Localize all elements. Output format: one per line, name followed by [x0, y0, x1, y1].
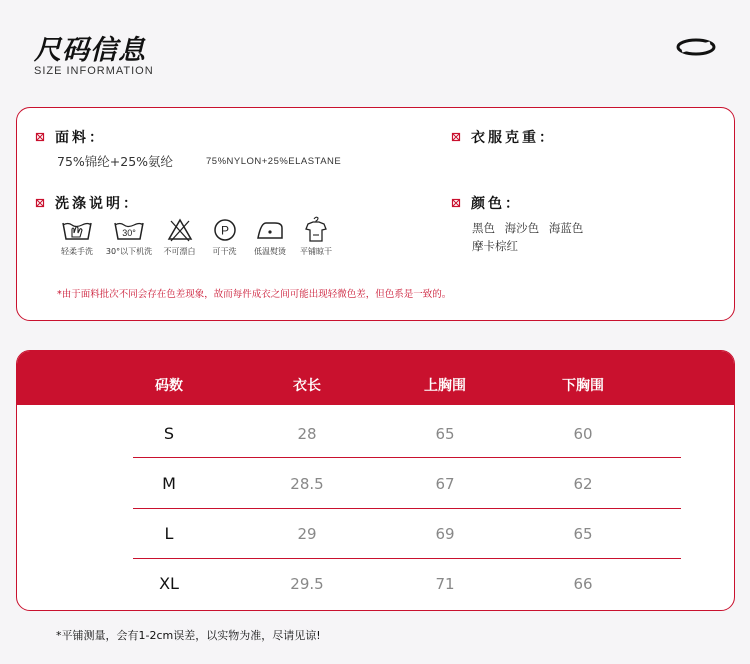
- low-iron-icon: [253, 215, 287, 243]
- care-label: 不可漂白: [163, 247, 196, 256]
- care-section: [35, 193, 140, 213]
- diamond-mark-icon: [451, 198, 461, 208]
- weight-section: [451, 127, 556, 147]
- table-row: [17, 509, 734, 559]
- care-item: [246, 215, 294, 257]
- diamond-mark-icon: [35, 198, 45, 208]
- dry-clean-p-icon: [208, 215, 242, 243]
- color-option: 摩卡棕红: [472, 239, 518, 253]
- wash-temperature-badge: 30°: [122, 228, 136, 238]
- care-item: [203, 215, 246, 257]
- cell-upper-bust: 65: [435, 425, 455, 443]
- no-bleach-icon: [163, 215, 197, 243]
- fabric-composition-en: 75%NYLON+25%ELASTANE: [206, 156, 342, 167]
- fabric-title: 面料：: [55, 130, 106, 146]
- flat-dry-icon: [299, 215, 333, 243]
- care-instructions: [52, 215, 338, 257]
- fabric-section: [35, 127, 106, 147]
- diamond-mark-icon: [35, 132, 45, 142]
- dry-clean-badge: P: [220, 223, 229, 238]
- table-row: [17, 559, 734, 609]
- wash-30-icon: [112, 215, 146, 243]
- color-option: 海蓝色: [548, 221, 584, 235]
- hand-wash-icon: [60, 215, 94, 243]
- product-info-card: [16, 107, 735, 321]
- care-label: 低温熨烫: [254, 247, 286, 256]
- cell-size: L: [164, 524, 174, 543]
- cell-length: 29.5: [290, 575, 324, 593]
- cell-under-bust: 62: [573, 475, 593, 493]
- color-options: [472, 219, 632, 255]
- table-row: [17, 459, 734, 509]
- color-option: 黑色: [472, 221, 495, 235]
- header-length: 衣长: [293, 378, 321, 394]
- cell-size: M: [162, 474, 176, 493]
- size-table: [16, 350, 735, 611]
- size-table-header: [17, 351, 734, 405]
- header-upper-bust: 上胸围: [424, 378, 466, 394]
- cell-upper-bust: 69: [435, 525, 455, 543]
- weight-title: 衣服克重：: [471, 130, 556, 146]
- diamond-mark-icon: [451, 132, 461, 142]
- page-title: 尺码信息: [34, 35, 146, 66]
- header-size: 码数: [155, 378, 183, 394]
- care-label: 30°以下机洗: [105, 247, 153, 256]
- table-row: [17, 409, 734, 459]
- cell-length: 29: [297, 525, 317, 543]
- care-title: 洗涤说明：: [55, 196, 140, 212]
- fabric-composition-cn: 75%锦纶+25%氨纶: [57, 154, 174, 169]
- cell-length: 28: [297, 425, 317, 443]
- cell-size: XL: [159, 574, 179, 593]
- care-label: 可干洗: [212, 247, 237, 256]
- row-divider: [133, 457, 681, 458]
- cell-under-bust: 66: [573, 575, 593, 593]
- cell-upper-bust: 71: [435, 575, 455, 593]
- cell-under-bust: 60: [573, 425, 593, 443]
- color-title: 颜色：: [471, 196, 522, 212]
- care-item: [52, 215, 102, 257]
- measurement-footnote: *平铺测量，会有1-2cm误差，以实物为准，尽请见谅!: [56, 629, 321, 642]
- color-option: 海沙色: [504, 221, 540, 235]
- care-item: [102, 215, 156, 257]
- page-subtitle: SIZE INFORMATION: [34, 65, 154, 77]
- care-label: 轻柔手洗: [61, 247, 93, 256]
- header-under-bust: 下胸围: [562, 378, 604, 394]
- cell-length: 28.5: [290, 475, 324, 493]
- cell-upper-bust: 67: [435, 475, 455, 493]
- cell-under-bust: 65: [573, 525, 593, 543]
- color-section: [451, 193, 522, 213]
- cell-size: S: [163, 424, 175, 443]
- brand-logo-icon: [676, 38, 716, 56]
- care-item: [156, 215, 203, 257]
- care-item: [294, 215, 338, 257]
- care-label: 平铺晾干: [300, 247, 332, 256]
- color-difference-note: *由于面料批次不同会存在色差现象，故而每件成衣之间可能出现轻微色差，但色系是一致的。: [57, 289, 452, 300]
